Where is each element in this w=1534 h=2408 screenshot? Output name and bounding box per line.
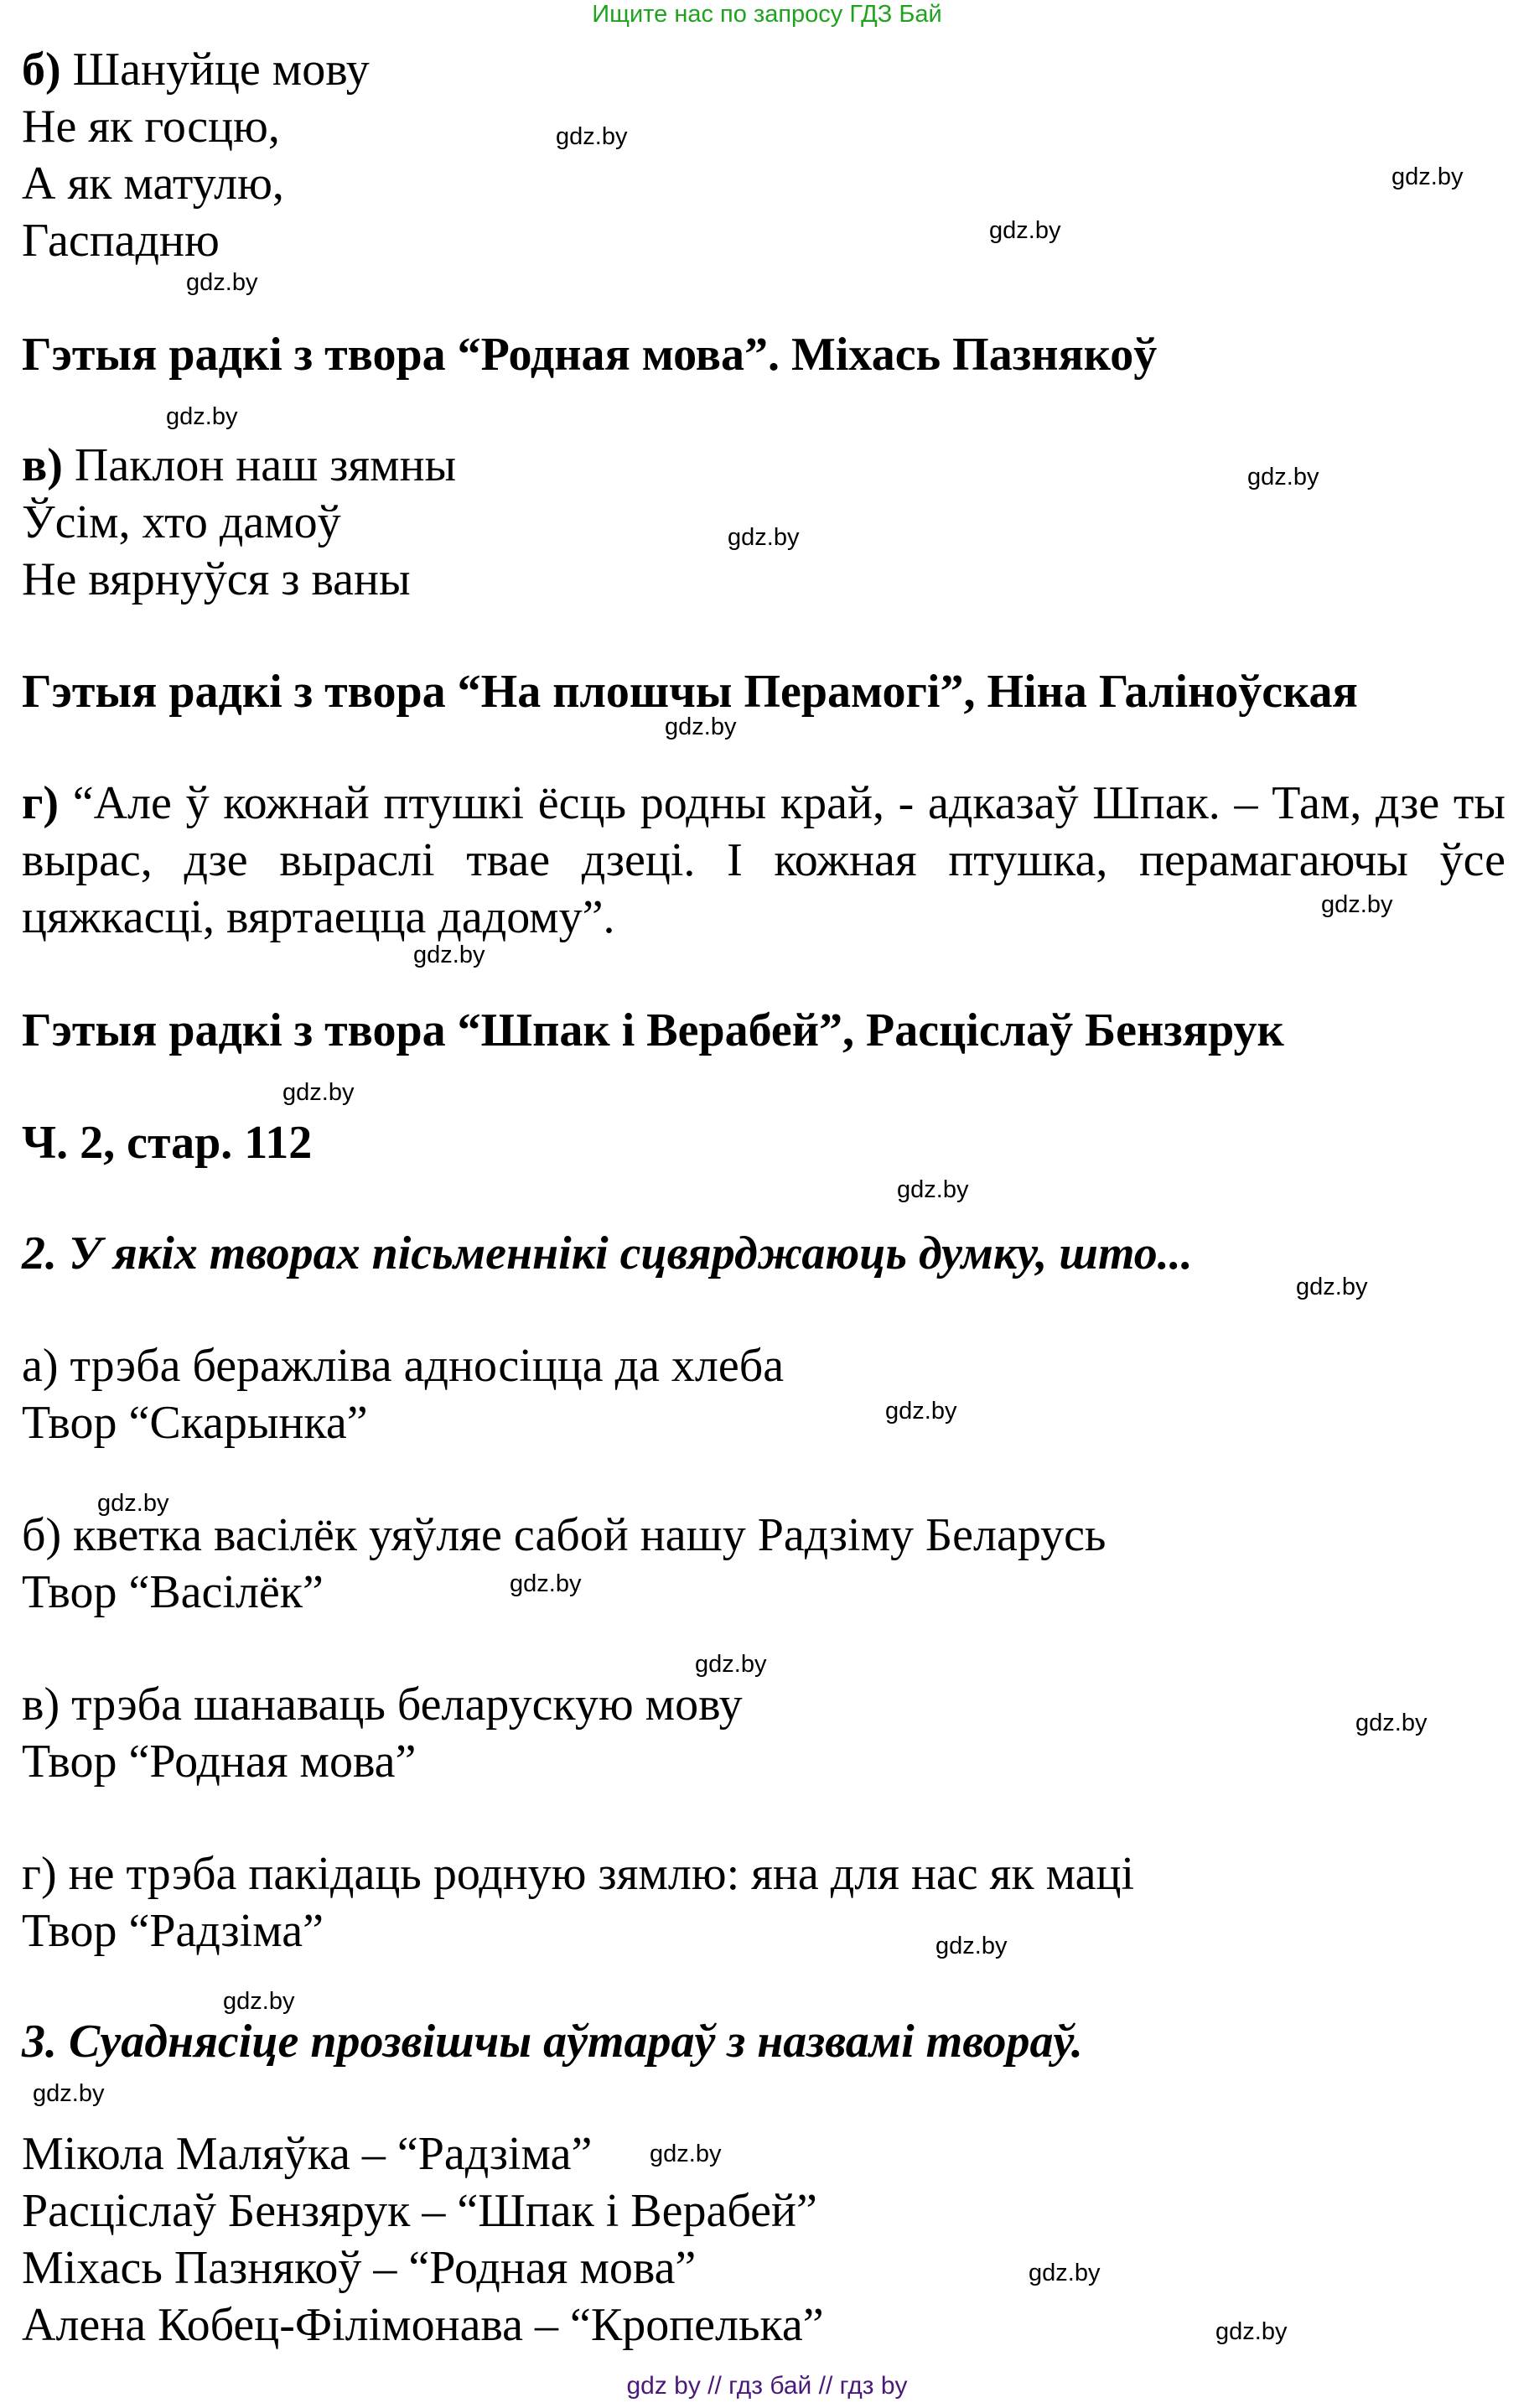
- block-v-source: Гэтыя радкі з твора “На плошчы Перамогі”, Ніна Галіноўская: [22, 666, 1358, 718]
- task3-pair-1: Мікола Маляўка – “Радзіма”: [22, 2128, 593, 2180]
- watermark: gdz.by: [186, 269, 258, 296]
- task2-question-b: б) кветка васілёк уяўляе сабой нашу Радзіму Беларусь: [22, 1509, 1106, 1561]
- watermark: gdz.by: [695, 1651, 767, 1678]
- watermark: gdz.by: [223, 1988, 295, 2015]
- task2-question-g: г) не трэба пакідаць родную зямлю: яна для нас як маці: [22, 1848, 1135, 1900]
- watermark: gdz.by: [650, 2141, 722, 2167]
- block-g-text: “Але ў кожнай птушкі ёсць родны край, - адказаў Шпак. – Там, дзе ты вырас, дзе выраслі тваe дзеці. І кожная птушка, перамагаючы ўсе цяжкасці, вяртаецца дадому”.: [22, 777, 1505, 943]
- watermark: gdz.by: [97, 1490, 169, 1517]
- watermark: gdz.by: [1355, 1710, 1428, 1736]
- page-reference: Ч. 2, стар. 112: [22, 1117, 313, 1169]
- watermark: gdz.by: [1247, 464, 1319, 490]
- watermark: gdz.by: [885, 1398, 957, 1425]
- watermark: gdz.by: [935, 1933, 1008, 1959]
- block-v-line-2: Ўсім, хто дамоў: [22, 496, 341, 548]
- task3-pair-3: Міхась Пазнякоў – “Родная мова”: [22, 2242, 697, 2294]
- block-v-marker: в): [22, 439, 63, 491]
- watermark: gdz.by: [728, 524, 800, 551]
- block-g-source: Гэтыя радкі з твора “Шпак і Верабей”, Расціслаў Бензярук: [22, 1004, 1284, 1056]
- task2-answer-g: Твор “Радзіма”: [22, 1905, 324, 1957]
- block-b-line-3: А як матулю,: [22, 158, 284, 210]
- watermark: gdz.by: [1321, 891, 1393, 918]
- block-b-line-4: Гаспадню: [22, 215, 220, 267]
- block-g-marker: г): [22, 777, 60, 829]
- watermark: gdz.by: [556, 123, 628, 150]
- block-v-line-3: Не вярнуўся з ваны: [22, 553, 411, 605]
- watermark: gdz.by: [33, 2080, 105, 2107]
- task2-answer-a: Твор “Скарынка”: [22, 1397, 368, 1449]
- watermark: gdz.by: [1029, 2260, 1101, 2286]
- watermark: gdz.by: [413, 942, 485, 968]
- block-v-line-1: [22, 438, 456, 493]
- block-g-paragraph: [22, 775, 1505, 946]
- block-v-text-1: Паклон наш зямны: [74, 439, 457, 491]
- block-b-marker: б): [22, 44, 61, 96]
- block-b-text-1: Шануйце мову: [72, 44, 370, 96]
- watermark: gdz.by: [1391, 163, 1464, 190]
- task2-answer-b: Твор “Васілёк”: [22, 1566, 324, 1618]
- watermark: gdz.by: [166, 403, 238, 430]
- block-b-line-2: Не як госцю,: [22, 101, 280, 153]
- block-b-line-1: [22, 42, 370, 97]
- watermark: gdz.by: [1296, 1274, 1368, 1300]
- task2-answer-v: Твор “Родная мова”: [22, 1736, 417, 1788]
- watermark: gdz.by: [989, 217, 1061, 244]
- task3-pair-2: Расціслаў Бензярук – “Шпак і Верабей”: [22, 2185, 817, 2237]
- task2-question-v: в) трэба шанаваць беларускую мову: [22, 1679, 743, 1731]
- watermark: gdz.by: [510, 1570, 582, 1597]
- block-b-source: Гэтыя радкі з твора “Родная мова”. Міхась Пазнякоў: [22, 329, 1158, 381]
- watermark: gdz.by: [665, 714, 737, 740]
- top-banner: Ищите нас по запросу ГДЗ Бай: [592, 1, 942, 28]
- watermark: gdz.by: [1215, 2318, 1288, 2345]
- task2-question-a: а) трэба беражліва адносіцца да хлеба: [22, 1340, 785, 1392]
- task3-title: 3. Суаднясіце прозвішчы аўтараў з назвамі твораў.: [22, 2016, 1083, 2068]
- watermark: gdz.by: [897, 1176, 969, 1203]
- task3-pair-4: Алена Кобец-Філімонава – “Кропелька”: [22, 2299, 824, 2351]
- task2-title: 2. У якіх творах пісьменнікі сцвярджаюць думку, што...: [22, 1227, 1193, 1279]
- footer: gdz by // гдз бай // гдз by: [626, 2372, 908, 2400]
- watermark: gdz.by: [282, 1079, 355, 1106]
